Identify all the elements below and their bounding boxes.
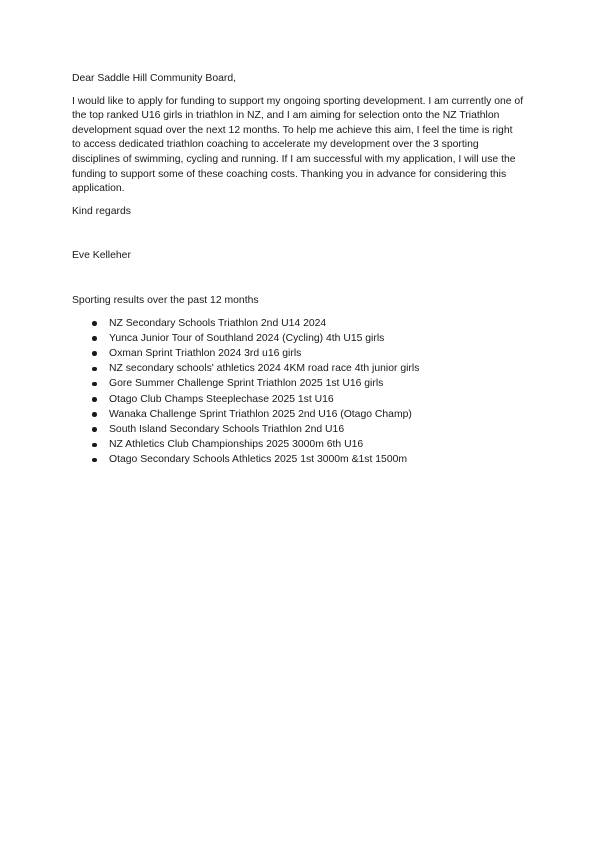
list-item (72, 452, 524, 467)
bullet-dot-icon (92, 458, 97, 463)
list-item-text: South Island Secondary Schools Triathlon 2nd U16 (109, 423, 345, 435)
list-item (72, 376, 524, 391)
list-item (72, 407, 524, 422)
bullet-dot-icon (92, 351, 97, 356)
list-item-text: Oxman Sprint Triathlon 2024 3rd u16 girls (109, 347, 302, 359)
list-item-text: NZ secondary schools' athletics 2024 4KM road race 4th junior girls (109, 363, 420, 375)
bullet-dot-icon (92, 397, 97, 402)
bullet-dot-icon (92, 427, 97, 432)
bullet-dot-icon (92, 336, 97, 341)
letter-salutation: Dear Saddle Hill Community Board, (72, 73, 237, 84)
list-item-text: Gore Summer Challenge Sprint Triathlon 2025 1st U16 girls (109, 378, 384, 390)
list-item (72, 422, 524, 437)
list-item (72, 346, 524, 361)
bullet-dot-icon (92, 412, 97, 417)
bullet-dot-icon (92, 367, 97, 372)
bullet-dot-icon (92, 382, 97, 387)
list-item (72, 437, 524, 452)
list-item (72, 331, 524, 346)
list-item-text: Otago Secondary Schools Athletics 2025 1st 3000m &1st 1500m (109, 454, 408, 466)
list-item (72, 316, 524, 331)
list-item-text: Otago Club Champs Steeplechase 2025 1st U16 (109, 393, 334, 405)
bullet-dot-icon (92, 443, 97, 448)
list-item-text: Wanaka Challenge Sprint Triathlon 2025 2nd U16 (Otago Champ) (109, 408, 412, 420)
list-item (72, 392, 524, 407)
letter-content (72, 72, 524, 468)
letter-closing: Kind regards (72, 205, 131, 217)
letter-signature: Eve Kelleher (72, 250, 131, 262)
list-item-text: NZ Athletics Club Championships 2025 3000m 6th U16 (109, 439, 364, 451)
letter-body: I would like to apply for funding to support my ongoing sporting development. I am currently one of the top ranked U16 girls in triathlon in NZ, and I am aiming for selection onto the NZ Triathlon development squad over the next 12 months. To help me achieve this aim, I feel the time is right to access dedicated triathlon coaching to accelerate my development over the 3 sporting disciplines of swimming, cycling and running. If I am successful with my application, I will use the funding to support some of these coaching costs. Thanking you in advance for considering this application. (72, 95, 524, 195)
results-heading: Sporting results over the past 12 months (72, 294, 259, 306)
results-list (72, 316, 524, 468)
list-item-text: NZ Secondary Schools Triathlon 2nd U14 2024 (109, 317, 327, 329)
list-item (72, 361, 524, 376)
bullet-dot-icon (92, 321, 97, 326)
list-item-text: Yunca Junior Tour of Southland 2024 (Cycling) 4th U15 girls (109, 332, 385, 344)
